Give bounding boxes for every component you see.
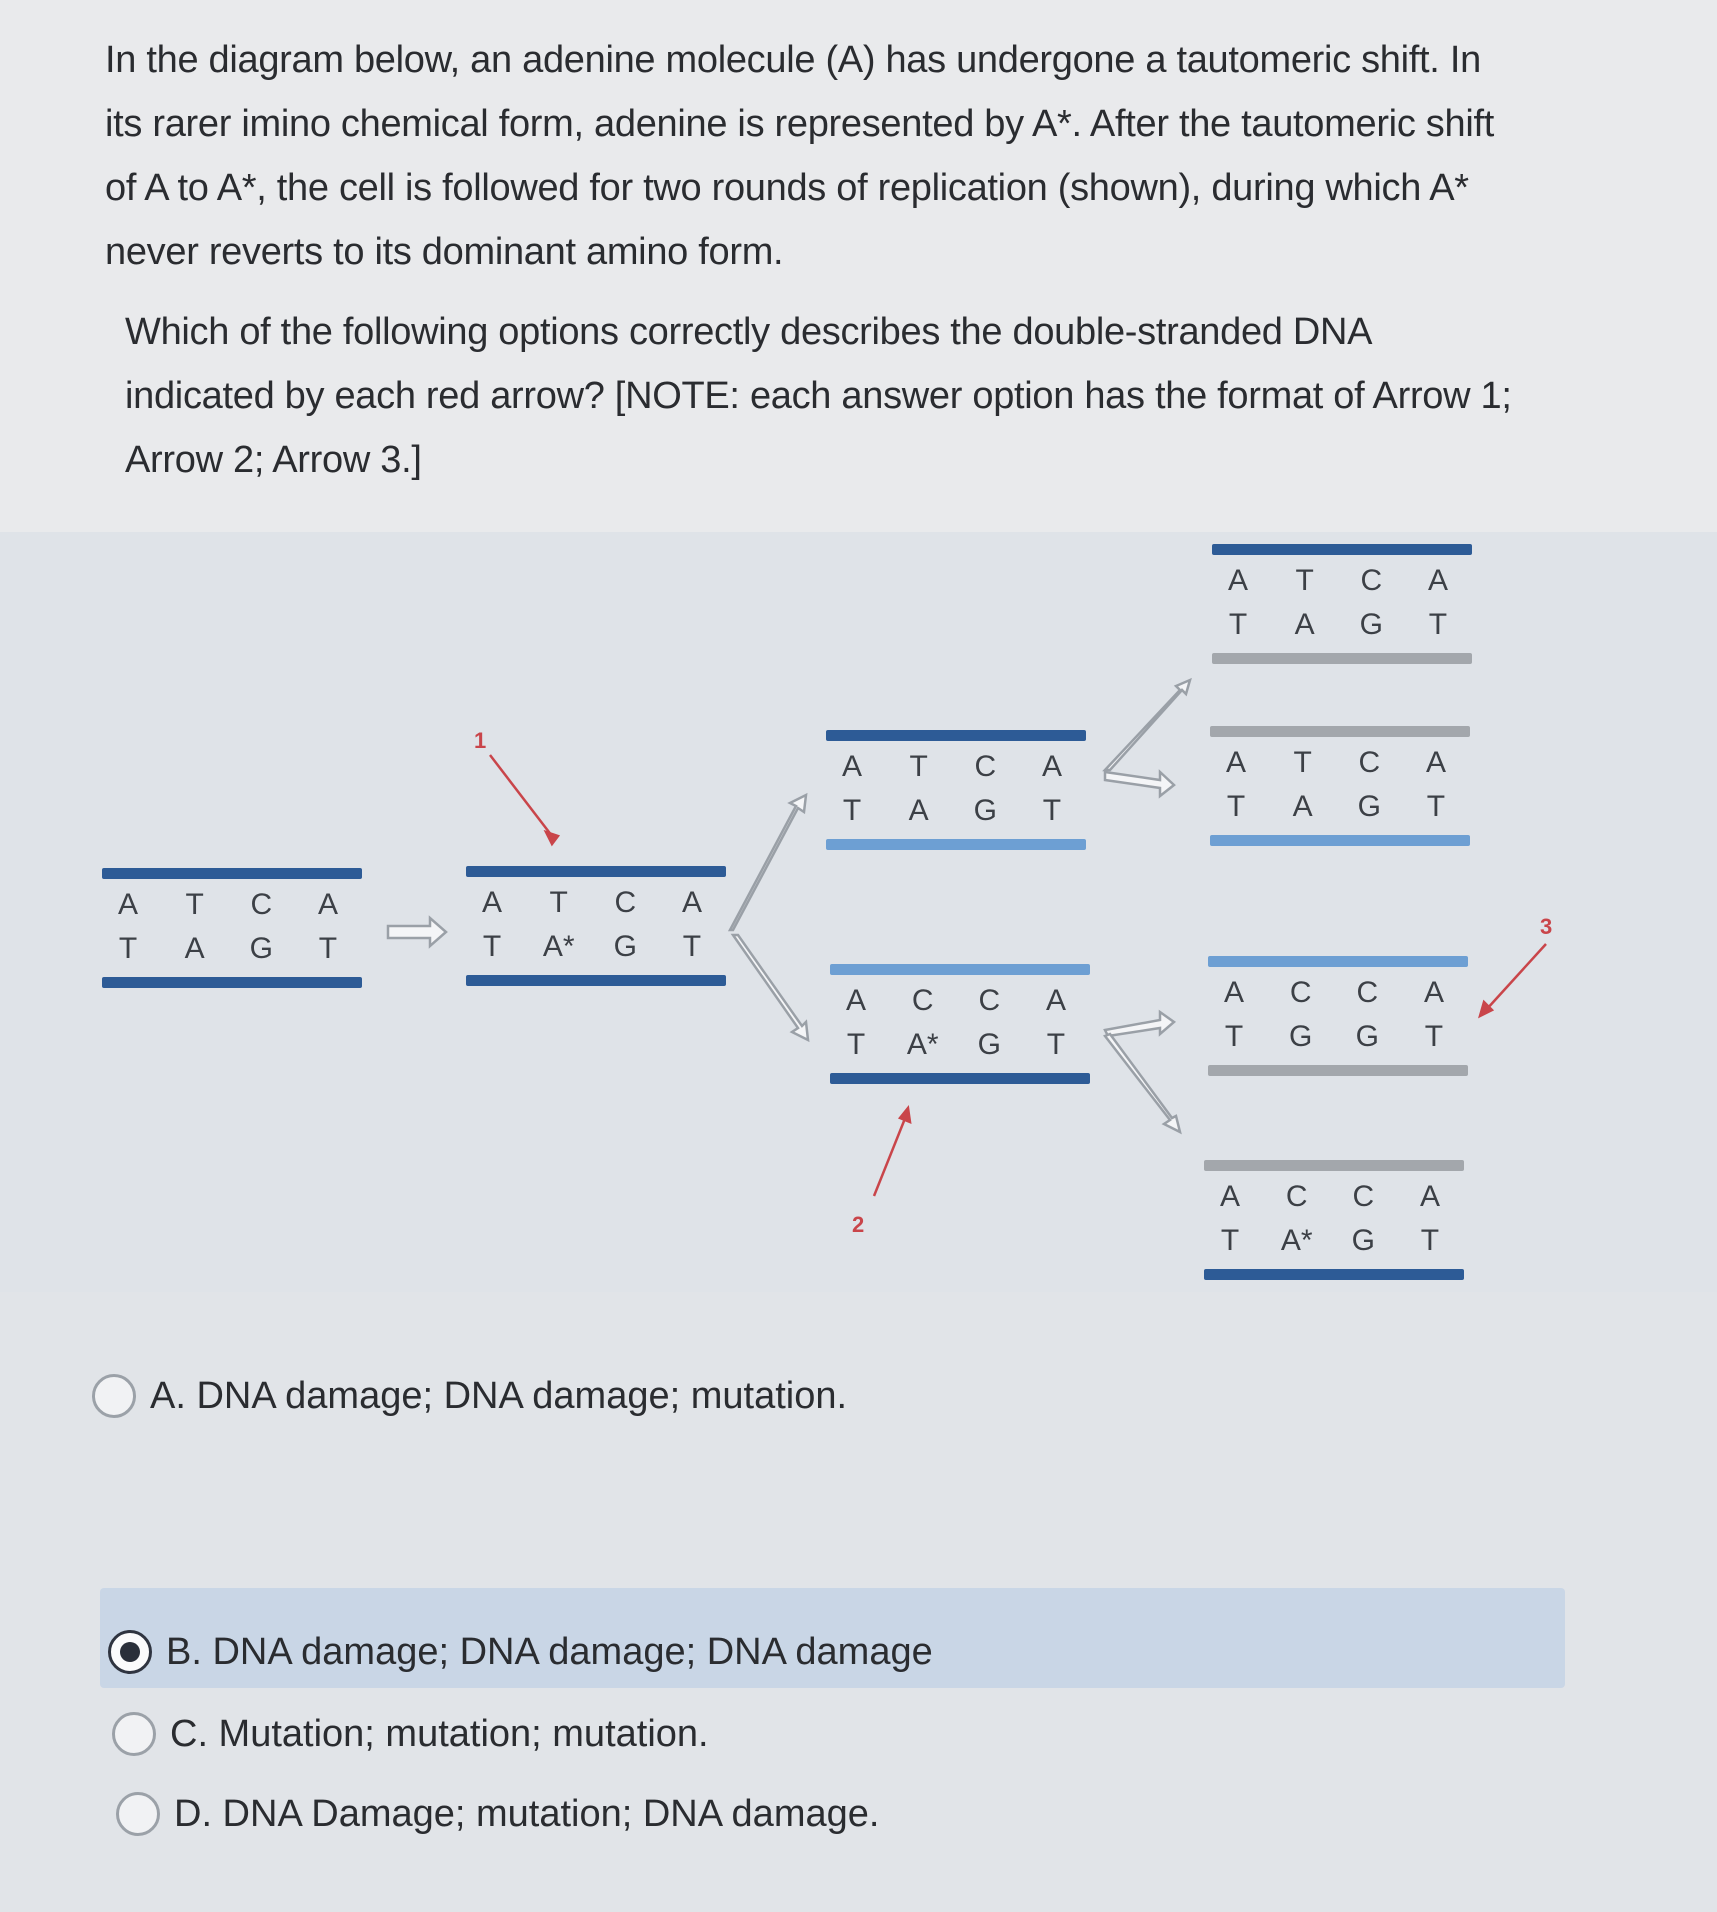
dna-strand-top	[826, 730, 1086, 741]
base: G	[605, 930, 645, 964]
base: A	[899, 794, 939, 828]
top-bases	[472, 886, 712, 920]
base: T	[832, 794, 872, 828]
answer-option-label: C. Mutation; mutation; mutation.	[170, 1712, 709, 1755]
base: T	[899, 750, 939, 784]
dna-molecule-shifted	[466, 866, 726, 986]
base: A*	[903, 1028, 943, 1062]
base: A	[1414, 976, 1454, 1010]
base: A	[1410, 1180, 1450, 1214]
answer-option-a[interactable]	[92, 1374, 847, 1418]
dna-molecule-gen1-upper	[826, 730, 1086, 850]
answer-option-label: B. DNA damage; DNA damage; DNA damage	[166, 1630, 933, 1673]
radio-unchecked-icon[interactable]	[116, 1792, 160, 1836]
base: A	[1418, 564, 1458, 598]
dna-strand-bottom	[466, 975, 726, 986]
base: T	[1036, 1028, 1076, 1062]
base: A	[1283, 790, 1323, 824]
base: T	[1218, 608, 1258, 642]
bottom-bases	[108, 932, 348, 966]
dna-molecule-gen1-lower	[830, 964, 1090, 1084]
base: A	[1285, 608, 1325, 642]
base: C	[903, 984, 943, 1018]
base: T	[1283, 746, 1323, 780]
dna-strand-top	[102, 868, 362, 879]
base: C	[1281, 976, 1321, 1010]
base: T	[472, 930, 512, 964]
base: C	[1343, 1180, 1383, 1214]
base: A	[1210, 1180, 1250, 1214]
base: T	[539, 886, 579, 920]
answer-option-d[interactable]	[116, 1792, 879, 1836]
base: C	[1351, 564, 1391, 598]
dna-molecule-gen2-d	[1204, 1160, 1464, 1280]
base: A	[1416, 746, 1456, 780]
question-line: In the diagram below, an adenine molecule (A) has undergone a tautomeric shift. In	[105, 39, 1481, 81]
dna-strand-top	[1208, 956, 1468, 967]
top-bases	[832, 750, 1072, 784]
question-line: of A to A*, the cell is followed for two rounds of replication (shown), during which A*	[105, 167, 1469, 209]
top-bases	[1216, 746, 1456, 780]
dna-strand-bottom	[1208, 1065, 1468, 1076]
base: T	[1410, 1224, 1450, 1258]
bottom-bases	[836, 1028, 1076, 1062]
question-paragraph-1	[105, 28, 1494, 284]
base: C	[1277, 1180, 1317, 1214]
dna-strand-bottom	[102, 977, 362, 988]
bottom-bases	[1210, 1224, 1450, 1258]
base: T	[1285, 564, 1325, 598]
arrow-label-3: 3	[1540, 914, 1553, 939]
question-line: Which of the following options correctly describes the double-stranded DNA	[125, 311, 1373, 353]
dna-strand-bottom	[830, 1073, 1090, 1084]
base: A	[832, 750, 872, 784]
bottom-bases	[1216, 790, 1456, 824]
base: A*	[539, 930, 579, 964]
arrow-label-2: 2	[852, 1212, 865, 1237]
dna-molecule-gen2-b	[1210, 726, 1470, 846]
base: T	[1418, 608, 1458, 642]
question-line: its rarer imino chemical form, adenine is represented by A*. After the tautomeric shift	[105, 103, 1494, 145]
base: T	[1416, 790, 1456, 824]
base: G	[1281, 1020, 1321, 1054]
base: T	[1414, 1020, 1454, 1054]
arrow-label-1: 1	[474, 728, 487, 753]
base: A	[1036, 984, 1076, 1018]
dna-strand-top	[1212, 544, 1472, 555]
top-bases	[108, 888, 348, 922]
base: T	[308, 932, 348, 966]
base: G	[1347, 1020, 1387, 1054]
answer-option-label: D. DNA Damage; mutation; DNA damage.	[174, 1792, 880, 1835]
question-line: never reverts to its dominant amino form.	[105, 231, 784, 273]
base: C	[1347, 976, 1387, 1010]
dna-strand-top	[1204, 1160, 1464, 1171]
dna-strand-bottom	[1204, 1269, 1464, 1280]
base: A	[175, 932, 215, 966]
base: T	[836, 1028, 876, 1062]
base: G	[1343, 1224, 1383, 1258]
radio-checked-icon[interactable]	[108, 1630, 152, 1674]
base: C	[1349, 746, 1389, 780]
base: T	[108, 932, 148, 966]
top-bases	[836, 984, 1076, 1018]
base: A	[1218, 564, 1258, 598]
base: G	[965, 794, 1005, 828]
question-line: indicated by each red arrow? [NOTE: each answer option has the format of Arrow 1;	[125, 375, 1512, 417]
base: A	[472, 886, 512, 920]
bottom-bases	[1218, 608, 1458, 642]
top-bases	[1214, 976, 1454, 1010]
base: C	[241, 888, 281, 922]
dna-strand-top	[830, 964, 1090, 975]
base: T	[1216, 790, 1256, 824]
top-bases	[1210, 1180, 1450, 1214]
base: G	[1349, 790, 1389, 824]
base: A	[1032, 750, 1072, 784]
bottom-bases	[1214, 1020, 1454, 1054]
bottom-bases	[832, 794, 1072, 828]
dna-strand-bottom	[826, 839, 1086, 850]
base: G	[1351, 608, 1391, 642]
base: T	[1214, 1020, 1254, 1054]
base: A*	[1277, 1224, 1317, 1258]
question-panel	[0, 0, 1717, 532]
answer-option-label: A. DNA damage; DNA damage; mutation.	[150, 1374, 848, 1417]
dna-strand-bottom	[1212, 653, 1472, 664]
base: A	[1214, 976, 1254, 1010]
base: T	[175, 888, 215, 922]
base: G	[241, 932, 281, 966]
radio-unchecked-icon[interactable]	[92, 1374, 136, 1418]
base: T	[672, 930, 712, 964]
base: A	[1216, 746, 1256, 780]
dna-strand-top	[1210, 726, 1470, 737]
bottom-bases	[472, 930, 712, 964]
dna-molecule-original	[102, 868, 362, 988]
base: A	[672, 886, 712, 920]
answer-option-c[interactable]	[112, 1712, 709, 1756]
base: A	[836, 984, 876, 1018]
dna-strand-bottom	[1210, 835, 1470, 846]
base: T	[1210, 1224, 1250, 1258]
dna-molecule-gen2-a	[1212, 544, 1472, 664]
question-line: Arrow 2; Arrow 3.]	[125, 439, 422, 481]
base: C	[965, 750, 1005, 784]
radio-unchecked-icon[interactable]	[112, 1712, 156, 1756]
top-bases	[1218, 564, 1458, 598]
base: C	[605, 886, 645, 920]
question-paragraph-2	[125, 300, 1512, 492]
base: A	[308, 888, 348, 922]
base: C	[969, 984, 1009, 1018]
answer-option-b[interactable]	[108, 1630, 933, 1674]
base: A	[108, 888, 148, 922]
dna-strand-top	[466, 866, 726, 877]
dna-molecule-gen2-c	[1208, 956, 1468, 1076]
base: T	[1032, 794, 1072, 828]
base: G	[969, 1028, 1009, 1062]
